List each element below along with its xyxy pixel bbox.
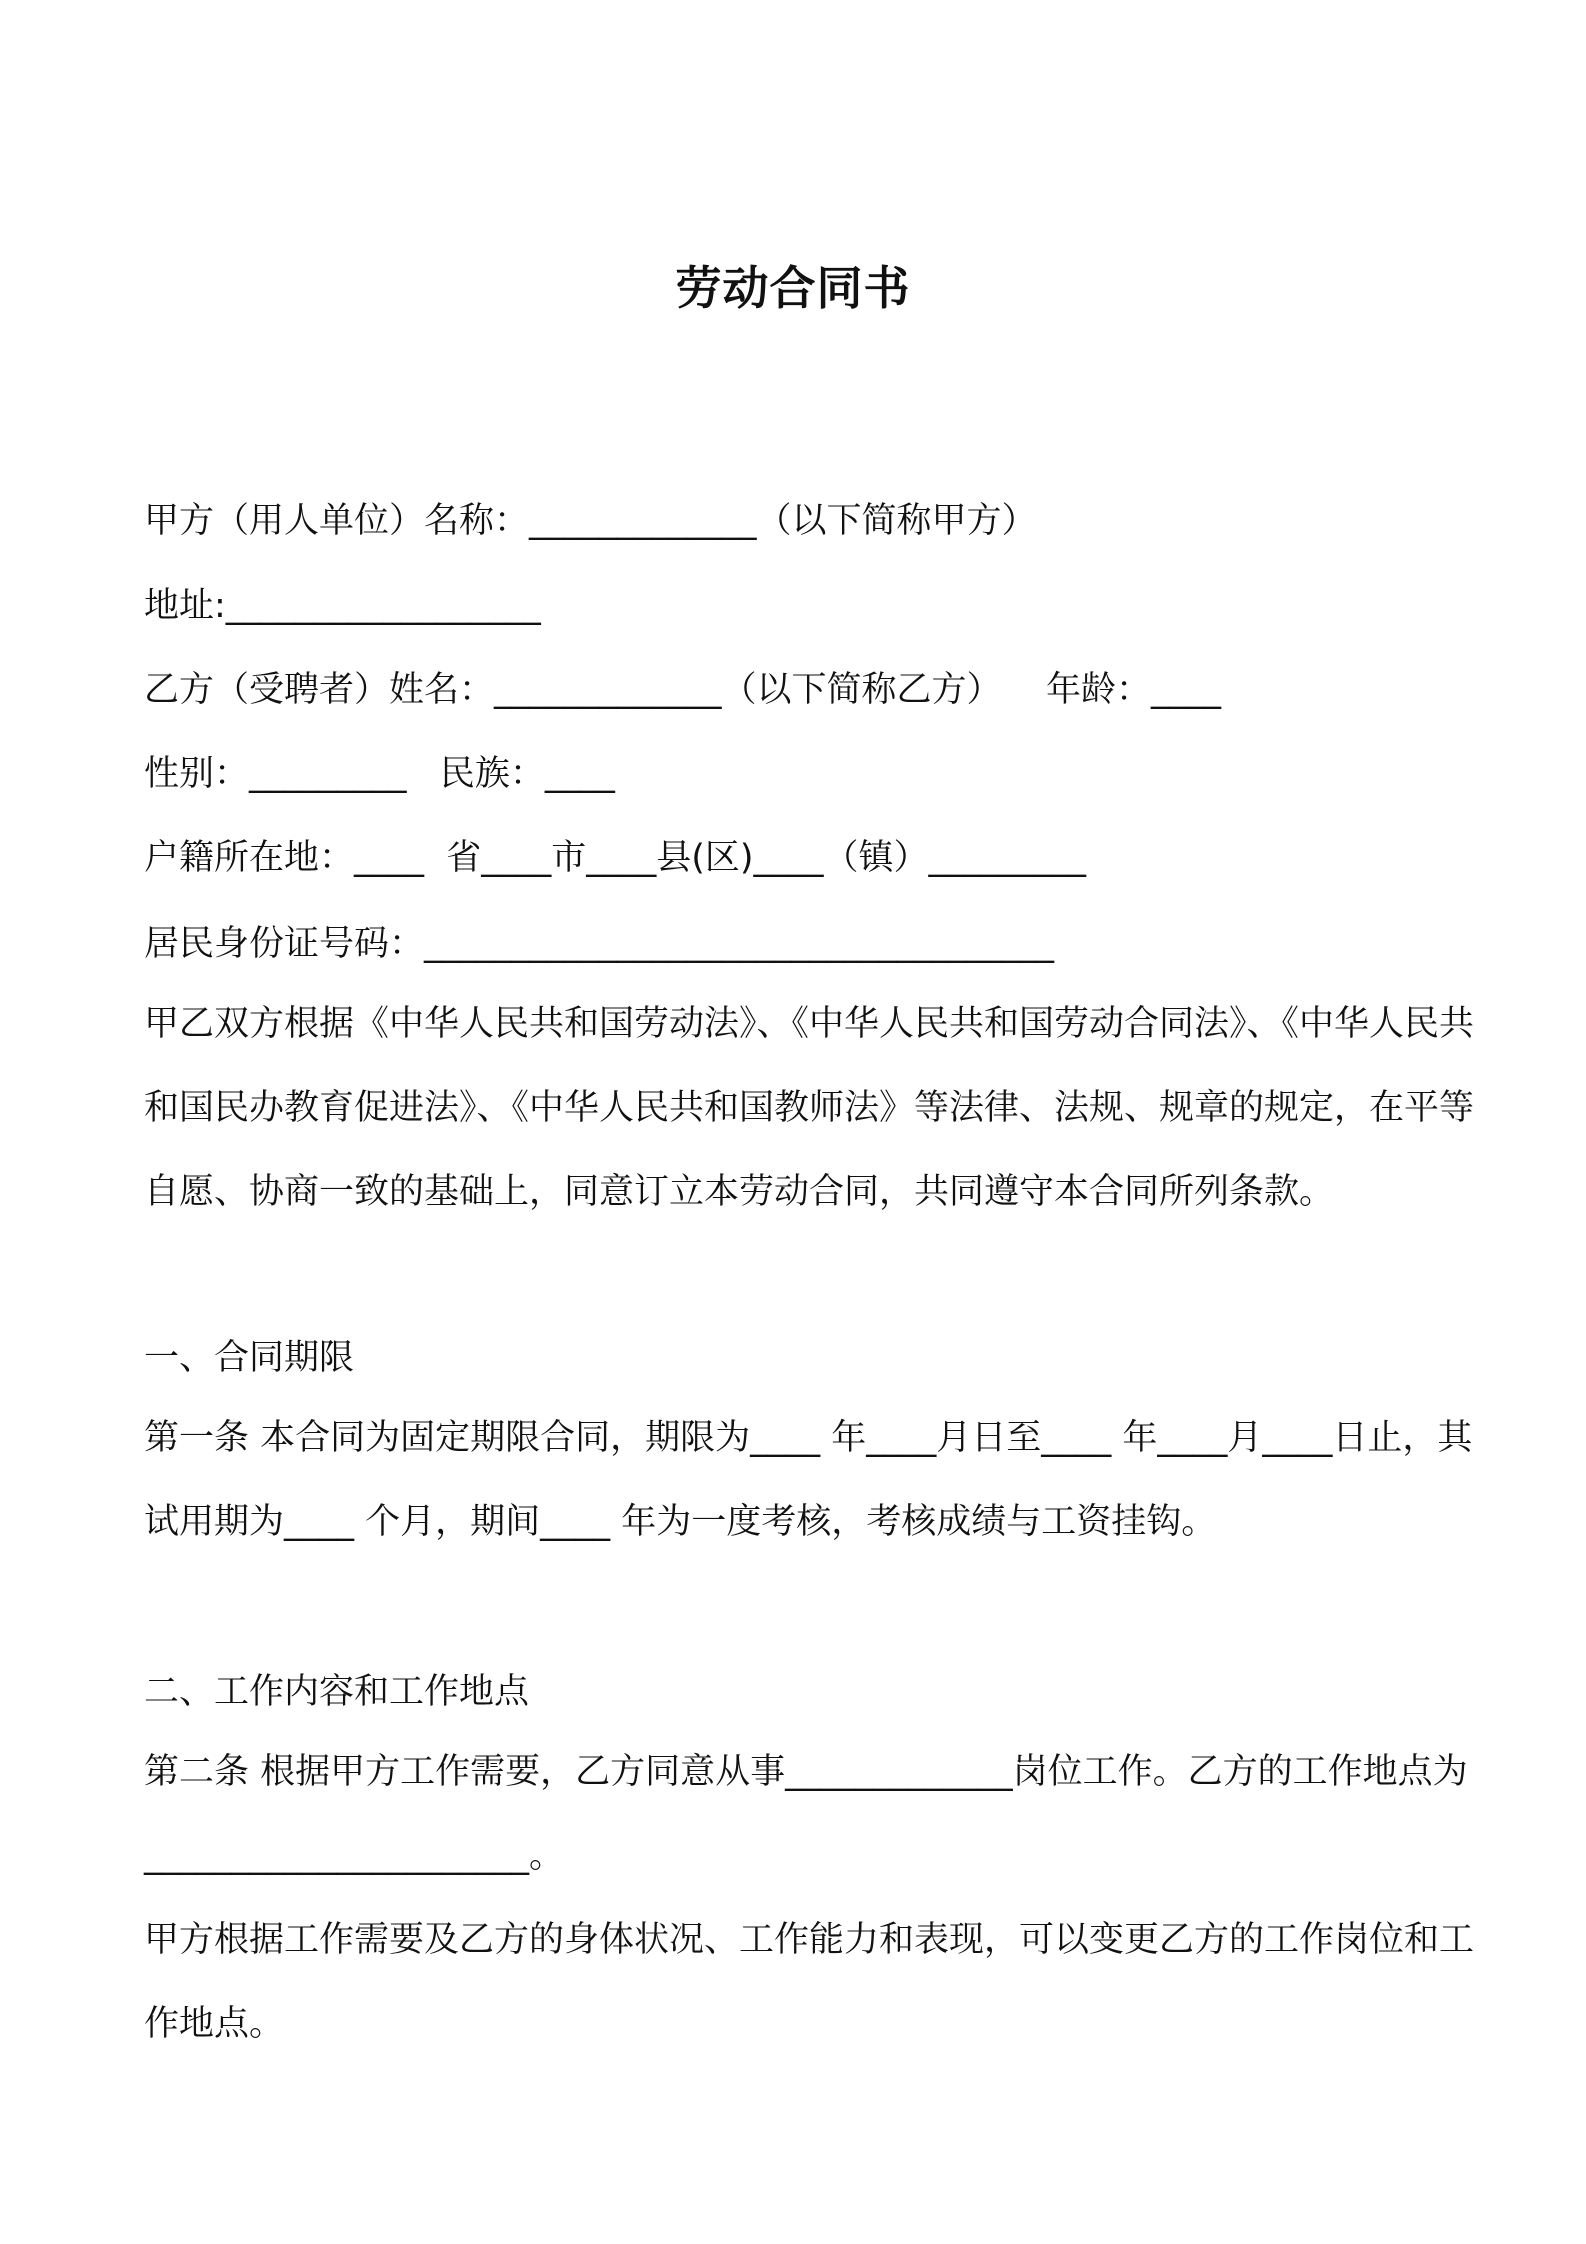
preamble-paragraph: 甲乙双方根据《中华人民共和国劳动法》、《中华人民共和国劳动合同法》、《中华人民共和国民办教育促进法》、《中华人民共和国教师法》等法律、法规、规章的规定，在平等自愿、协商一致的基础上，同意订立本劳动合同，共同遵守本合同所列条款。 <box>144 1004 1475 1212</box>
document-title: 劳动合同书 <box>675 261 911 315</box>
article-one-paragraph: 第一条 本合同为固定期限合同，期限为____ 年____月日至____ 年____月____日止，其试用期为____ 个月，期间____ 年为一度考核，考核成绩与工资挂钩。 <box>144 1418 1473 1542</box>
section-heading-work: 二、工作内容和工作地点 <box>144 1672 530 1712</box>
article-two-paragraph: 第二条 根据甲方工作需要，乙方同意从事_____________岗位工作。乙方的工作地点为______________________。 <box>144 1752 1468 1876</box>
section-heading-term: 一、合同期限 <box>144 1338 355 1378</box>
party-a-address-line: 地址:__________________ <box>144 586 541 626</box>
household-registration-line: 户籍所在地：____ 省____市____县(区)____（镇）_________ <box>144 838 1087 878</box>
party-b-name-age-line: 乙方（受聘者）姓名：_____________（以下简称乙方） 年龄：____ <box>144 670 1222 710</box>
gender-ethnicity-line: 性别：_________ 民族：____ <box>144 754 615 794</box>
work-change-paragraph: 甲方根据工作需要及乙方的身体状况、工作能力和表现，可以变更乙方的工作岗位和工作地点。 <box>144 1920 1475 2044</box>
party-a-name-line: 甲方（用人单位）名称：_____________（以下简称甲方） <box>144 501 1037 541</box>
id-number-line: 居民身份证号码：____________________________________ <box>144 924 1055 964</box>
